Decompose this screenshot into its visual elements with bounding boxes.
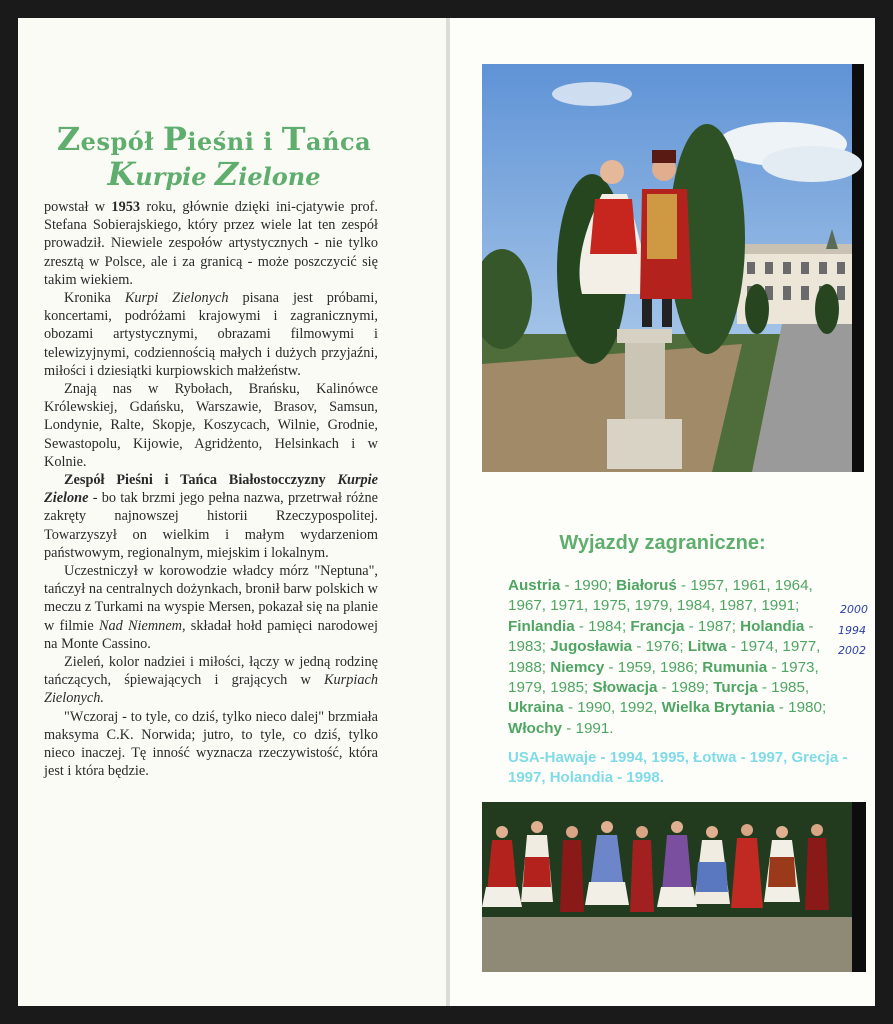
paragraph (44, 198, 378, 289)
title-fragment: Z (214, 155, 239, 193)
text-run: Znają nas w Rybołach, Brańsku, Kalinówce Królewskiej, Gdańsku, Warszawie, Brasov, Samsun, Londynie, Ralte, Skopje, Koszycach, Wilnie, Grodnie, Sewastopolu, Kijowie, Agridżento, Helsinkach i w Kolnie. (44, 381, 378, 470)
trip-country: Austria (508, 577, 561, 594)
text-run: Kurpi Zielonych (124, 290, 229, 307)
trip-country: Białoruś (616, 577, 677, 594)
trip-country: Francja (630, 617, 685, 635)
title-fragment: ielone (238, 162, 321, 191)
title-fragment: K (107, 155, 136, 193)
trip-country: Słowacja (592, 679, 658, 697)
text-run: Kurpiach Zielonych. (44, 672, 378, 707)
trip-years: - 1957, 1961, 1964, 1967, 1971, 1975, 1979, 1984, 1987, 1991; (508, 577, 813, 615)
dance-troupe-photo (482, 802, 866, 972)
trip-country: Finlandia (508, 617, 575, 635)
handwritten-note-3: 2002 (838, 644, 866, 657)
paragraph (44, 653, 378, 708)
handwritten-note-1: 2000 (840, 603, 868, 616)
title-fragment: ańca (306, 127, 372, 156)
title-fragment: espół (80, 127, 163, 156)
trip-country: Włochy (508, 719, 563, 737)
text-run: - bo tak brzmi jego pełna nazwa, przetrwał różne zakręty najnowszej historii Rzeczypospolitej. Towarzyszył on wielkim i małym wydarzeniom państwowym, regionalnym, miejskim i lokalnym. (44, 490, 378, 561)
text-run: Uczestniczył w korowodzie władcy mórz "Neptuna", tańczył na centralnych dożynkach, bronił barw polskich w meczu z Turkami na wyspie Mersen, pokazał się na planie w filmie (44, 563, 378, 634)
trip-years: - 1991. (562, 719, 614, 737)
trip-country: Niemcy (550, 658, 605, 676)
trip-years: - 1959, 1986; (604, 658, 703, 676)
trip-years: - 1989; (657, 679, 714, 697)
trip-years: - 1990, 1992, (563, 699, 662, 717)
trip-country: Holandia (740, 617, 805, 635)
title-line-1 (0, 120, 428, 158)
title-fragment: urpie (135, 162, 215, 191)
title-line-2 (0, 155, 428, 193)
trips-list (508, 576, 850, 739)
text-run: Zieleń, kolor nadziei i miłości, łączy w jedną rodzinę tańczących, śpiewających i grających w (44, 654, 378, 689)
text-run: powstał w (44, 199, 112, 215)
trip-country: Jugosławia (550, 638, 633, 656)
text-run: roku, głównie dzięki ini-cjatywie prof. Stefana Sobierajskiego, który przez wiele lat ten zespół prowadził. Niewiele zespołów artystycznych - nie tylko zresztą w Polsce, ale i za granicą - może poszczycić się takim wiekiem. (44, 199, 378, 288)
trip-years: - 1980; (774, 699, 827, 717)
trip-country: Wielka Brytania (661, 699, 775, 717)
title-fragment: T (281, 120, 307, 158)
text-run: Zespół Pieśni i Tańca Białostocczyzny (64, 472, 338, 489)
trip-country: Rumunia (702, 658, 768, 676)
text-run: Kurpie Zielone (44, 472, 378, 507)
trip-years: - 1983; (508, 617, 814, 656)
paragraph (44, 471, 378, 562)
text-run: "Wczoraj - to tyle, co dziś, tylko nieco dalej" brzmiała maksyma C.K. Norwida; jutro, to tyle, co dziś, tylko nieco inaczej. Tę inność wyznacza rzeczywistość, która jest i która będzie. (44, 708, 378, 780)
trip-years: - 1973, 1979, 1985; (508, 658, 819, 697)
trip-years: - 1976; (632, 638, 688, 656)
text-run: 1953 (111, 199, 141, 215)
history-text (44, 198, 378, 781)
paragraph (44, 708, 378, 781)
trips-extra: USA-Hawaje - 1994, 1995, Łotwa - 1997, Grecja - 1997, Holandia - 1998. (508, 749, 848, 786)
text-run: pisana jest próbami, koncertami, podróżami krajowymi i zagranicznymi, obozami artystycznymi, obrazami filmowymi i telewizyjnymi, codziennością małych i dużych przyjaźni, miłości i dziesiątki kurpiowskich małżeństw. (44, 290, 378, 379)
trip-country: Ukraina (508, 699, 564, 717)
paragraph (44, 380, 378, 471)
trip-years: - 1990; (560, 577, 617, 594)
trip-country: Turcja (713, 679, 758, 697)
trips-heading: Wyjazdy zagraniczne: (559, 532, 766, 554)
photo-illustration-2 (482, 802, 866, 972)
title-fragment: ieśni i (187, 127, 282, 156)
title-fragment: P (162, 120, 188, 158)
trip-years: - 1985, (757, 679, 810, 697)
trip-country: Litwa (687, 638, 727, 656)
text-run: składał hołd pamięci narodowej na Monte Cassino. (44, 617, 378, 652)
text-run: Kronika (64, 290, 125, 307)
handwritten-note-2: 1994 (838, 624, 866, 637)
paragraph (44, 289, 378, 380)
photo-illustration (482, 64, 864, 472)
title-fragment: Z (56, 120, 81, 158)
paragraph (44, 562, 378, 653)
trip-years: - 1974, 1977, 1988; (508, 638, 821, 676)
trip-years: - 1987; (684, 617, 741, 635)
dancers-palace-photo (482, 64, 864, 472)
text-run: Nad Niemnem, (98, 617, 186, 634)
trip-years: - 1984; (574, 617, 631, 635)
